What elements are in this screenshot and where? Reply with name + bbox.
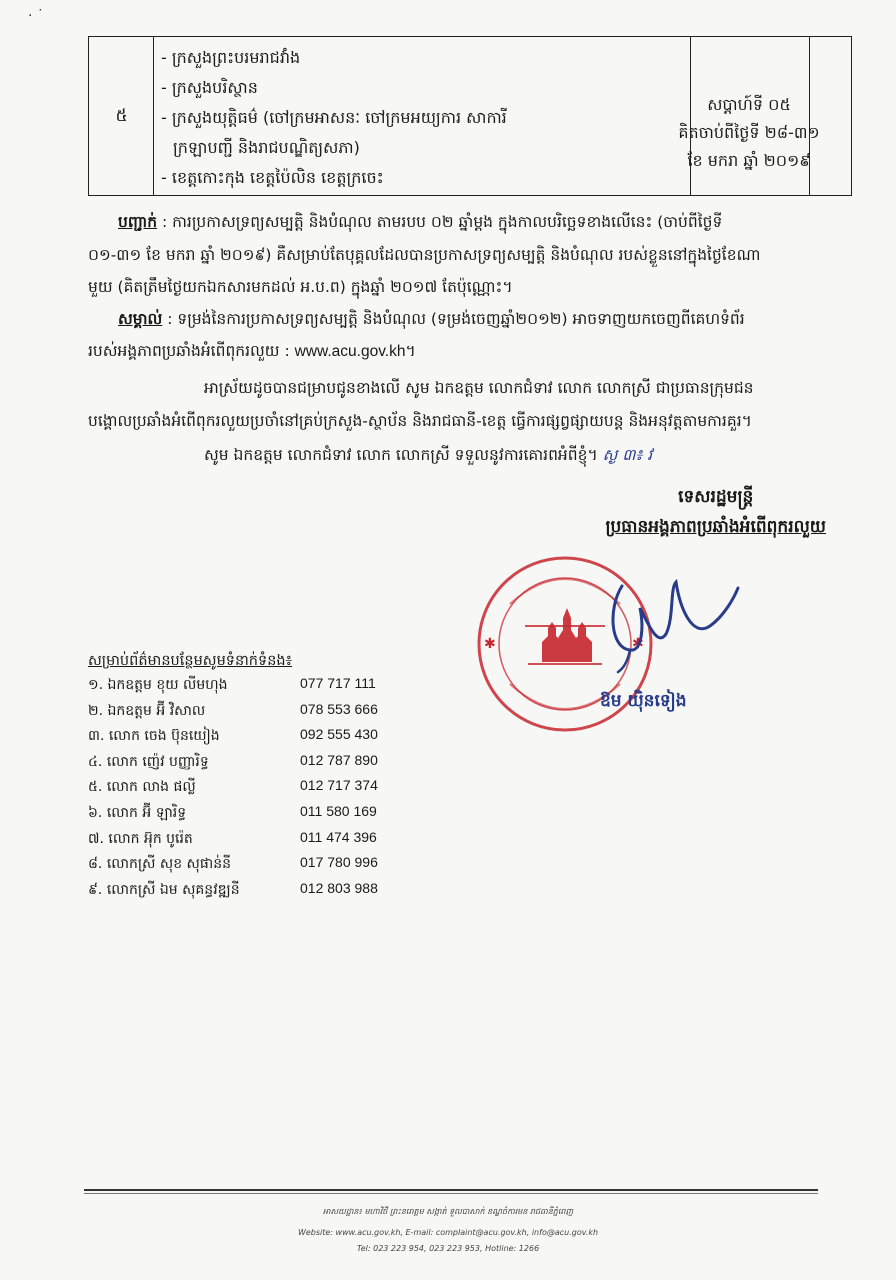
- contact-row: [88, 803, 388, 829]
- contacts-title: សម្រាប់ព័ត៌មានបន្ថែមសូមទំនាក់ទំនង៖: [88, 653, 292, 669]
- schedule-table: [88, 36, 852, 196]
- contact-name: ៣. លោក ចេង ប៊ុនយៀង: [88, 728, 220, 745]
- scan-marks: · ˙: [28, 8, 44, 24]
- note-label: បញ្ជាក់: [118, 213, 158, 231]
- contact-phone: 012 717 374: [300, 777, 378, 794]
- institution-item: - ខេត្តកោះកុង ខេត្តប៉ៃលិន ខេត្តក្រចេះ: [161, 168, 384, 187]
- contact-phone: 077 717 111: [300, 675, 376, 691]
- acu-website-link[interactable]: www.acu.gov.kh: [294, 343, 406, 360]
- note-line2: ០១-៣១ ខែ មករា ឆ្នាំ ២០១៩) គឺសម្រាប់តែបុគ្គលដែលបានប្រកាសទ្រព្យសម្បត្តិ និងបំណុល របស់ខ្លួននៅក្នុងថ្ងៃខែណា: [88, 246, 761, 264]
- note-paragraph: [118, 206, 722, 238]
- signatory-title-block: [605, 482, 826, 542]
- table-row-number: ៥: [115, 106, 128, 126]
- institution-item: ក្រឡាបញ្ជី និងរាជបណ្ឌិត្យសភា): [173, 138, 360, 157]
- signatory-name: ឱម យ៉ិនទៀង: [600, 691, 687, 711]
- remark-paragraph: [118, 303, 745, 335]
- remark-line2-text: របស់អង្គភាពប្រឆាំងអំពើពុករលួយ :: [88, 342, 295, 360]
- signatory-title: ប្រធានអង្គភាពប្រឆាំងអំពើពុករលួយ: [605, 517, 826, 537]
- svg-text:✱: ✱: [632, 636, 644, 652]
- contact-phone: 017 780 996: [300, 854, 378, 871]
- remark-line1: : ទម្រង់នៃការប្រកាសទ្រព្យសម្បត្តិ និងបំណុល (ទម្រង់ចេញឆ្នាំ២០១២) អាចទាញយកចេញពីគេហទំព័រ: [162, 310, 745, 328]
- remark-line2: [88, 341, 416, 364]
- contact-name: ២. ឯកឧត្តម អ៊ី វិសាល: [88, 702, 206, 719]
- contact-row: [88, 880, 388, 906]
- note-line1: : ការប្រកាសទ្រព្យសម្បត្តិ និងបំណុល តាមរបប ០២ ឆ្នាំម្តង ក្នុងកាលបរិច្ឆេទខាងលើនេះ (ចាប់ពីថ្ងៃទី: [157, 213, 723, 231]
- institution-list: [161, 43, 507, 193]
- institution-item: - ក្រសួងបរិស្ថាន: [161, 78, 258, 97]
- remark-line2-end: ។: [405, 342, 416, 360]
- contact-row: [88, 726, 388, 752]
- contact-phone: 078 553 666: [300, 700, 378, 717]
- institution-item: - ក្រសួងព្រះបរមរាជវាំង: [161, 48, 301, 67]
- contact-row: [88, 777, 388, 803]
- note-line3: មួយ (គិតត្រឹមថ្ងៃយកឯកសារមកដល់ អ.ប.ព) ក្នុងឆ្នាំ ២០១៧ តែប៉ុណ្ណោះ។: [88, 278, 513, 296]
- contact-name: ១. ឯកឧត្តម ខុយ លីមហុង: [88, 677, 228, 693]
- contact-phone: 012 803 988: [300, 879, 378, 896]
- footer-contact-phone: Tel: 023 223 954, 023 223 953, Hotline: 1266: [356, 1244, 540, 1253]
- contact-row: [88, 701, 388, 727]
- contact-phone: 012 787 890: [300, 751, 378, 768]
- contact-name: ៦. លោក អ៊ី ឡារិទ្ធ: [88, 804, 187, 821]
- contact-row: [88, 829, 388, 855]
- schedule-week: សប្តាហ៍ទី ០៥: [707, 95, 791, 114]
- footer-contact-web: Website: www.acu.gov.kh, E-mail: complaint@acu.gov.kh, info@acu.gov.kh: [297, 1228, 599, 1237]
- signatory-rank: ទេសរដ្ឋមន្ត្រី: [678, 487, 754, 507]
- handwritten-signature: [600, 568, 750, 678]
- institution-item: - ក្រសួងយុត្តិធម៌ (ចៅក្រមអាសនៈ ចៅក្រមអយ្យការ សាការី: [161, 108, 507, 127]
- contact-name: ៤. លោក ញ៉េវ បញ្ញារិទ្ធ: [88, 753, 209, 770]
- handwritten-initials: ស្ង ៣៖ វ: [602, 446, 653, 464]
- contact-phone: 011 580 169: [300, 802, 377, 819]
- svg-text:✱: ✱: [484, 636, 496, 652]
- closing-line3-text: សូម ឯកឧត្តម លោកជំទាវ លោក លោកស្រី ទទួលនូវការគោរពអំពីខ្ញុំ។: [204, 446, 598, 464]
- schedule-month: ខែ មករា ឆ្នាំ ២០១៩: [687, 151, 811, 170]
- contact-name: ៩. លោកស្រី ឯម សុគន្ធវឌ្ឍនី: [88, 881, 240, 898]
- contact-phone: 092 555 430: [300, 726, 378, 743]
- remark-label: សម្គាល់: [118, 310, 163, 328]
- closing-line3: [204, 445, 652, 468]
- contacts-list: [88, 675, 388, 905]
- contact-phone: 011 474 396: [300, 828, 377, 845]
- contact-name: ៥. លោក លាង ផល្លី: [88, 779, 196, 796]
- schedule-cell: [659, 91, 839, 175]
- contact-row: [88, 675, 388, 701]
- closing-line1: អាស្រ័យដូចបានជម្រាបជូនខាងលើ សូម ឯកឧត្តម លោកជំទាវ លោក លោកស្រី ជាប្រធានក្រុមជន: [204, 379, 754, 397]
- closing-line2: បង្គោលប្រឆាំងអំពើពុករលួយប្រចាំនៅគ្រប់ក្រសួង-ស្ថាប័ន និងរាជធានី-ខេត្ត ធ្វើការផ្សព្វផ្សាយបន្ត និងអនុវត្តតាមការគួរ។: [88, 412, 752, 430]
- contact-name: ៧. លោក អ៊ុក បូរ៉េត: [88, 830, 193, 847]
- contact-name: ៨. លោកស្រី សុខ សុផាន់នី: [88, 856, 231, 873]
- footer-address: អាសយដ្ឋាន៖ មហាវិថី ព្រះនរោត្តម សង្កាត់ ទួលបាសាក់ ខណ្ឌចំការមន រាជធានីភ្នំពេញ: [322, 1207, 574, 1216]
- contact-row: [88, 854, 388, 880]
- schedule-dates: គិតចាប់ពីថ្ងៃទី ២៨-៣១: [678, 123, 820, 142]
- contact-row: [88, 752, 388, 778]
- footer-divider-thin: [84, 1193, 818, 1194]
- footer-divider: [84, 1189, 818, 1191]
